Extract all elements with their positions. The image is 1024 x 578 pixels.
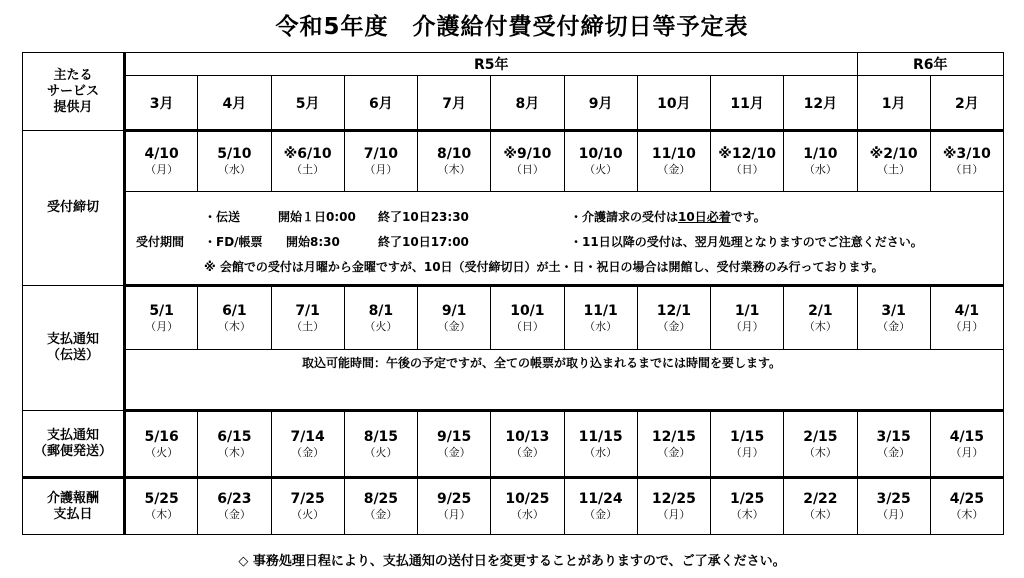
date-cell: 6/23 （金）: [198, 478, 271, 535]
date-cell: 11/10 （金）: [637, 131, 710, 192]
date-cell: 12/15 （金）: [637, 411, 710, 478]
date-cell: 4/25 （木）: [930, 478, 1003, 535]
date-cell: 5/16 （火）: [125, 411, 198, 478]
notice-mail-label: 支払通知 （郵便発送）: [23, 411, 125, 478]
schedule-table: [22, 52, 1004, 535]
month-cell: 2月: [930, 76, 1003, 131]
payment-row: [23, 478, 1004, 535]
date-cell: 9/1 （金）: [418, 286, 491, 350]
year-header-row: [23, 53, 1004, 76]
date-cell: 11/1 （水）: [564, 286, 637, 350]
year-r6: R6年: [857, 53, 1004, 76]
notice-transmit-label: 支払通知 （伝送）: [23, 286, 125, 411]
date-cell: 10/1 （日）: [491, 286, 564, 350]
deadline-notes-row: [23, 192, 1004, 286]
after11-note: ・11日以降の受付は、翌月処理となりますのでご注意ください。: [570, 235, 923, 249]
date-cell: 1/25 （木）: [711, 478, 784, 535]
date-cell: ※6/10 （土）: [271, 131, 344, 192]
fd-label: ・FD/帳票: [204, 235, 263, 249]
date-cell: 11/15 （水）: [564, 411, 637, 478]
care-note: ・介護請求の受付は10日必着です。: [570, 210, 766, 224]
date-cell: ※9/10 （日）: [491, 131, 564, 192]
month-cell: 6月: [344, 76, 417, 131]
date-cell: 5/1 （月）: [125, 286, 198, 350]
date-cell: 5/10 （水）: [198, 131, 271, 192]
date-cell: 1/10 （水）: [784, 131, 857, 192]
date-cell: 10/10 （火）: [564, 131, 637, 192]
date-cell: 8/25 （金）: [344, 478, 417, 535]
deadline-label: 受付締切: [23, 131, 125, 286]
notice-transmit-note-row: [23, 350, 1004, 411]
footnote: ◇ 事務処理日程により、支払通知の送付日を変更することがありますので、ご了承ください。: [238, 554, 786, 569]
fd-start: 開始8:30: [286, 235, 340, 249]
date-cell: 4/1 （月）: [930, 286, 1003, 350]
date-cell: ※3/10 （日）: [930, 131, 1003, 192]
date-cell: 10/13 （金）: [491, 411, 564, 478]
date-cell: 6/15 （木）: [198, 411, 271, 478]
date-cell: 7/1 （土）: [271, 286, 344, 350]
date-cell: 7/25 （火）: [271, 478, 344, 535]
date-cell: 8/15 （火）: [344, 411, 417, 478]
date-cell: ※12/10 （日）: [711, 131, 784, 192]
month-cell: 3月: [125, 76, 198, 131]
payment-label: 介護報酬 支払日: [23, 478, 125, 535]
date-cell: 7/10 （月）: [344, 131, 417, 192]
notice-mail-row: [23, 411, 1004, 478]
date-cell: 11/24 （金）: [564, 478, 637, 535]
date-cell: 10/25 （水）: [491, 478, 564, 535]
service-month-label: 主たる サービス 提供月: [23, 53, 125, 131]
date-cell: 6/1 （木）: [198, 286, 271, 350]
month-cell: 12月: [784, 76, 857, 131]
date-cell: 1/1 （月）: [711, 286, 784, 350]
date-cell: 2/22 （木）: [784, 478, 857, 535]
date-cell: 4/15 （月）: [930, 411, 1003, 478]
hall-note: ※ 会館での受付は月曜から金曜ですが、10日（受付締切日）が土・日・祝日の場合は開館し、受付業務のみ行っております。: [204, 260, 884, 274]
date-cell: 4/10 （月）: [125, 131, 198, 192]
month-cell: 1月: [857, 76, 930, 131]
date-cell: 9/25 （月）: [418, 478, 491, 535]
date-cell: 8/1 （火）: [344, 286, 417, 350]
notice-transmit-note: 取込可能時間：午後の予定ですが、全ての帳票が取り込まれるまでには時間を要します。: [125, 350, 1004, 411]
deadline-row: [23, 131, 1004, 192]
fd-end: 終了10日17:00: [378, 235, 469, 249]
month-cell: 11月: [711, 76, 784, 131]
date-cell: 12/25 （月）: [637, 478, 710, 535]
year-r5: R5年: [125, 53, 858, 76]
date-cell: 9/15 （金）: [418, 411, 491, 478]
date-cell: 1/15 （月）: [711, 411, 784, 478]
date-cell: 8/10 （木）: [418, 131, 491, 192]
notice-transmit-row: [23, 286, 1004, 350]
month-cell: 7月: [418, 76, 491, 131]
den-so-label: ・伝送: [204, 210, 241, 224]
month-cell: 5月: [271, 76, 344, 131]
month-cell: 9月: [564, 76, 637, 131]
deadline-notes: [125, 192, 1004, 286]
date-cell: 3/15 （金）: [857, 411, 930, 478]
period-label: 受付期間: [136, 235, 185, 249]
date-cell: ※2/10 （土）: [857, 131, 930, 192]
date-cell: 5/25 （木）: [125, 478, 198, 535]
month-cell: 8月: [491, 76, 564, 131]
date-cell: 3/25 （月）: [857, 478, 930, 535]
den-so-end: 終了10日23:30: [378, 210, 469, 224]
month-cell: 10月: [637, 76, 710, 131]
den-so-start: 開始１日0:00: [278, 210, 356, 224]
date-cell: 7/14 （金）: [271, 411, 344, 478]
month-cell: 4月: [198, 76, 271, 131]
month-header-row: [23, 76, 1004, 131]
date-cell: 3/1 （金）: [857, 286, 930, 350]
date-cell: 2/1 （木）: [784, 286, 857, 350]
page-title: 令和5年度 介護給付費受付締切日等予定表: [275, 14, 749, 40]
date-cell: 2/15 （木）: [784, 411, 857, 478]
date-cell: 12/1 （金）: [637, 286, 710, 350]
